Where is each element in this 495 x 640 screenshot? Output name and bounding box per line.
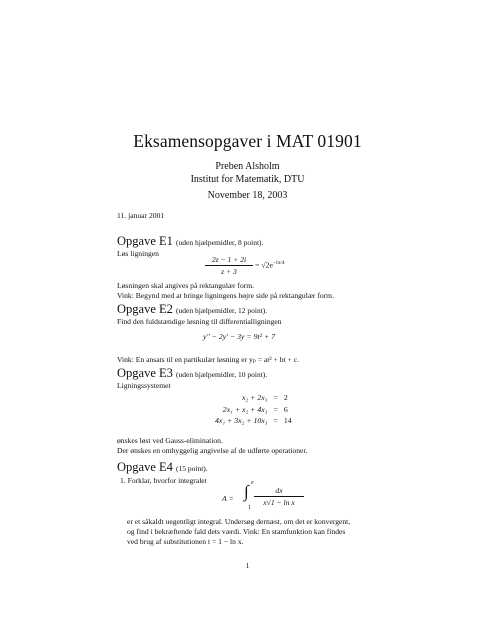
document-title: Eksamensopgaver i MAT 01901 bbox=[133, 131, 362, 151]
e2-line-1: Find den fuldstændige løsning til differentialligningen bbox=[117, 317, 282, 326]
e3-equation-rhs: 6 bbox=[283, 404, 288, 414]
integral-sign-icon: ∫ bbox=[244, 482, 249, 501]
e1-denominator: z + 3 bbox=[221, 267, 237, 276]
author-block bbox=[0, 160, 495, 186]
e1-rhs bbox=[255, 260, 285, 270]
e1-fraction bbox=[205, 255, 253, 276]
e3-equation-lhs: x₂ + 2x₃ bbox=[242, 393, 268, 402]
exercise-e4-title: Opgave E4 bbox=[117, 460, 173, 474]
e4-line-1: er et såkaldt uegentligt integral. Undersøg dernæst, om det er konvergent, bbox=[127, 517, 351, 526]
exercise-e2-heading bbox=[117, 302, 267, 317]
e4-denominator: x√1 − ln x bbox=[263, 498, 295, 507]
e1-rhs-exponent: −iπ/4 bbox=[273, 260, 285, 266]
e1-line-2: Løsningen skal angives på rektangulær form. bbox=[117, 281, 255, 290]
e1-line-1: Løs ligningen bbox=[117, 249, 159, 258]
exercise-e1-meta: (uden hjælpemidler, 8 point). bbox=[176, 238, 264, 247]
e3-equation-lhs: 2x₁ + x₂ + 4x₃ bbox=[222, 404, 268, 414]
author-name: Preben Alsholm bbox=[215, 161, 280, 172]
exercise-e3-meta: (uden hjælpemidler, 10 point). bbox=[176, 370, 268, 379]
exercise-e4-heading bbox=[117, 460, 208, 475]
e4-item-1: 1. Forklar, hvorfor integralet bbox=[120, 476, 207, 485]
e4-fraction-bar bbox=[254, 496, 304, 497]
e3-equals-sign: = bbox=[273, 416, 278, 426]
exercise-e1-title: Opgave E1 bbox=[117, 234, 173, 248]
e1-fraction-bar bbox=[205, 265, 253, 266]
e3-equation-lhs: 4x₁ + 3x₂ + 10x₃ bbox=[215, 416, 268, 426]
exercise-e4-meta: (15 point). bbox=[176, 464, 208, 473]
e3-equation-rhs: 2 bbox=[283, 393, 288, 402]
e1-line-3: Vink: Begynd med at bringe ligningens højre side på rektangulær form. bbox=[117, 291, 334, 300]
e3-line-1: Ligningssystemet bbox=[117, 381, 171, 390]
e2-equation: y″ − 2y′ − 3y = 9t² + 7 bbox=[203, 332, 276, 341]
e2-line-2: Vink: En ansats til en partikulær løsning er yₚ = at² + bt + c. bbox=[117, 355, 299, 364]
author-institute: Institut for Matematik, DTU bbox=[190, 174, 305, 185]
e4-line-2: og find i bekræftende fald dets værdi. Vink: En stamfunktion kan findes bbox=[127, 527, 346, 536]
e1-numerator: 2z − 1 + 2i bbox=[211, 255, 247, 264]
e3-line-2: ønskes løst ved Gauss-elimination. bbox=[117, 436, 223, 445]
e4-fraction bbox=[254, 486, 304, 507]
e1-rhs-base: = √2e bbox=[255, 260, 273, 270]
e3-line-3: Der ønskes en omhyggelig angivelse af de udførte operationer. bbox=[117, 446, 308, 455]
e4-lower-limit: 1 bbox=[248, 505, 251, 511]
e3-equation-row bbox=[212, 404, 295, 416]
document-date: November 18, 2003 bbox=[207, 190, 288, 201]
exercise-e3-title: Opgave E3 bbox=[117, 366, 173, 380]
e3-equals-sign: = bbox=[273, 393, 278, 402]
e4-lhs: A = bbox=[222, 494, 234, 503]
exercise-e1-heading bbox=[117, 234, 263, 249]
exercise-e3-heading bbox=[117, 366, 267, 381]
e3-equals-sign: = bbox=[273, 404, 278, 414]
e3-equation-rhs: 14 bbox=[283, 416, 292, 426]
exercise-e2-title: Opgave E2 bbox=[117, 302, 173, 316]
e4-numerator: dx bbox=[275, 486, 283, 495]
e4-upper-limit: e bbox=[251, 480, 254, 486]
e4-line-3: ved brug af substitutionen t = 1 − ln x. bbox=[127, 537, 244, 546]
exam-date: 11. januar 2001 bbox=[117, 211, 165, 220]
e3-equation-row bbox=[212, 415, 295, 427]
e3-equation-row bbox=[212, 392, 295, 404]
exercise-e2-meta: (uden hjælpemidler, 12 point). bbox=[176, 306, 268, 315]
e3-equation-system bbox=[212, 392, 295, 427]
page-number: 1 bbox=[245, 561, 250, 570]
